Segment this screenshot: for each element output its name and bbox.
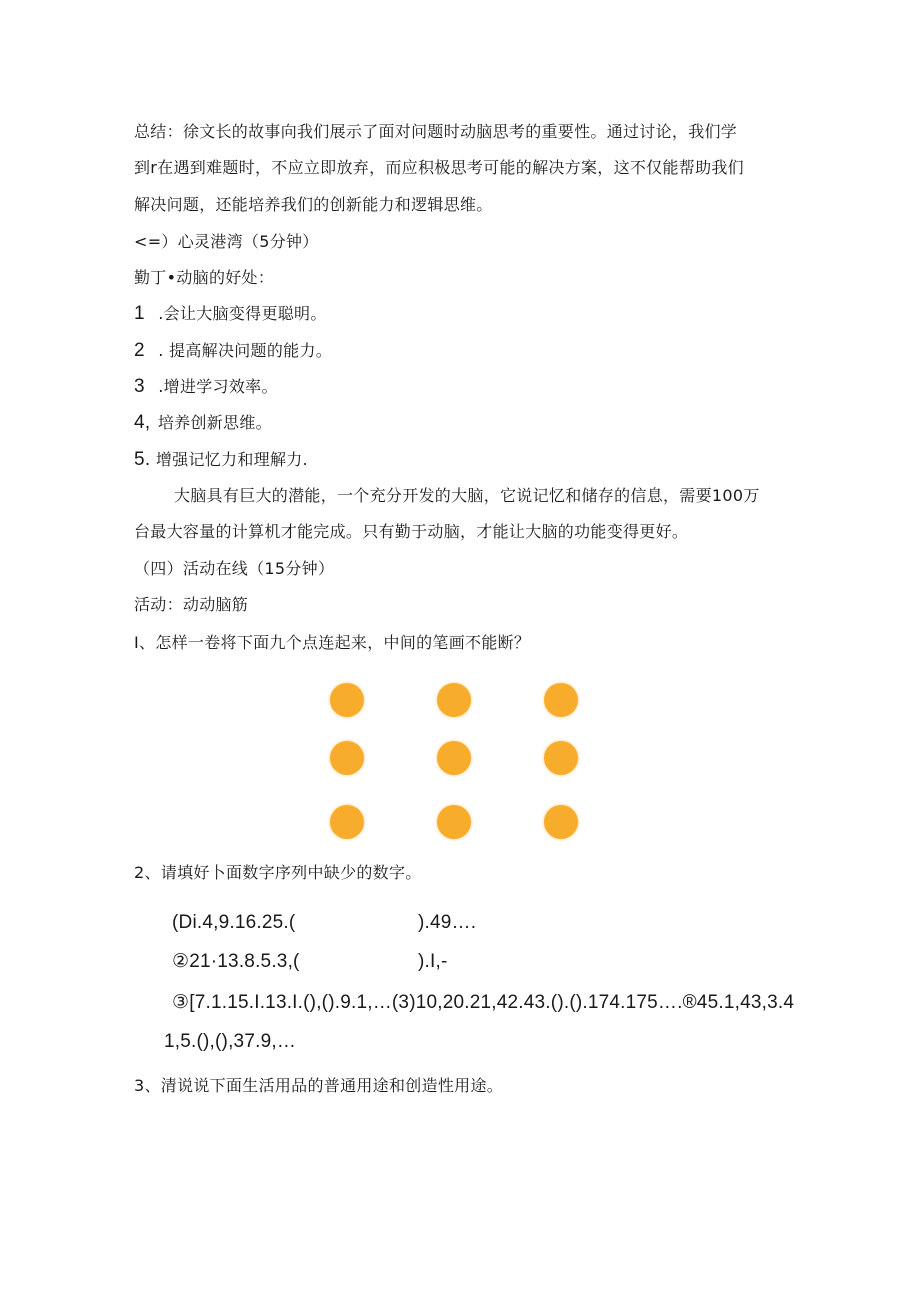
summary-line-3: 解决问题，还能培养我们的创新能力和逻辑思维。	[134, 195, 493, 214]
sequence-2-start: ②21·13.8.5.3,(	[172, 951, 300, 972]
list-text: 培养创新思维。	[157, 413, 272, 432]
list-number: 2	[134, 340, 145, 361]
dot	[544, 805, 578, 839]
dot	[544, 683, 578, 717]
sequence-3-line-1: ③[7.1.15.I.13.I.(),().9.1,…(3)10,20.21,42.43.().().174.175….®45.1,43,3.4	[172, 992, 795, 1013]
question-3: 3、清说说下面生活用品的普通用途和创造性用途。	[134, 1076, 504, 1095]
dot	[330, 683, 364, 717]
benefit-item-5	[134, 449, 308, 471]
benefit-item-4	[134, 412, 272, 434]
list-text: .会让大脑变得更聪明。	[158, 304, 327, 323]
dot	[544, 741, 578, 775]
summary-line-1: 总结：徐文长的故事向我们展示了面对问题时动脑思考的重要性。通过讨论，我们学	[134, 122, 738, 141]
sequence-1-end: ).49….	[418, 912, 477, 933]
section-heading-activity-online: （四）活动在线（15分钟）	[134, 559, 335, 578]
dot	[437, 741, 471, 775]
list-number: 1	[134, 303, 145, 324]
dot	[437, 683, 471, 717]
dot	[330, 741, 364, 775]
benefit-item-2	[134, 340, 332, 362]
benefits-intro: 勤丁•动脑的好处：	[134, 268, 275, 287]
dot	[330, 805, 364, 839]
list-text: 增强记忆力和理解力.	[155, 450, 308, 469]
summary-line-2: 到r在遇到难题时，不应立即放弃，而应积极思考可能的解决方案，这不仅能帮助我们	[134, 158, 744, 177]
sequence-1-start: (Di.4,9.16.25.(	[172, 912, 296, 933]
question-2: 2、请填好卜面数字序列中缺少的数字。	[134, 863, 422, 882]
list-text: .增进学习效率。	[158, 377, 278, 396]
list-text: . 提高解决问题的能力。	[158, 341, 333, 360]
question-1: I、怎样一卷将下面九个点连起来，中间的笔画不能断？	[134, 633, 531, 652]
sequence-3-line-2: 1,5.(),(),37.9,…	[164, 1031, 297, 1052]
benefit-item-3	[134, 376, 278, 398]
dot	[437, 805, 471, 839]
activity-title: 活动：动动脑筋	[134, 595, 249, 614]
sequence-2-end: ).I,-	[418, 951, 448, 972]
benefit-item-1	[134, 303, 327, 325]
list-number: 3	[134, 376, 145, 397]
brain-paragraph-line-1: 大脑具有巨大的潜能，一个充分开发的大脑，它说记忆和储存的信息，需要100万	[174, 486, 760, 505]
list-number: 5.	[134, 449, 151, 470]
section-heading-heart-harbor: <=）心灵港湾（5分钟）	[134, 232, 319, 251]
list-number: 4,	[134, 412, 151, 433]
brain-paragraph-line-2: 台最大容量的计算机才能完成。只有勤于动脑，才能让大脑的功能变得更好。	[134, 522, 689, 541]
